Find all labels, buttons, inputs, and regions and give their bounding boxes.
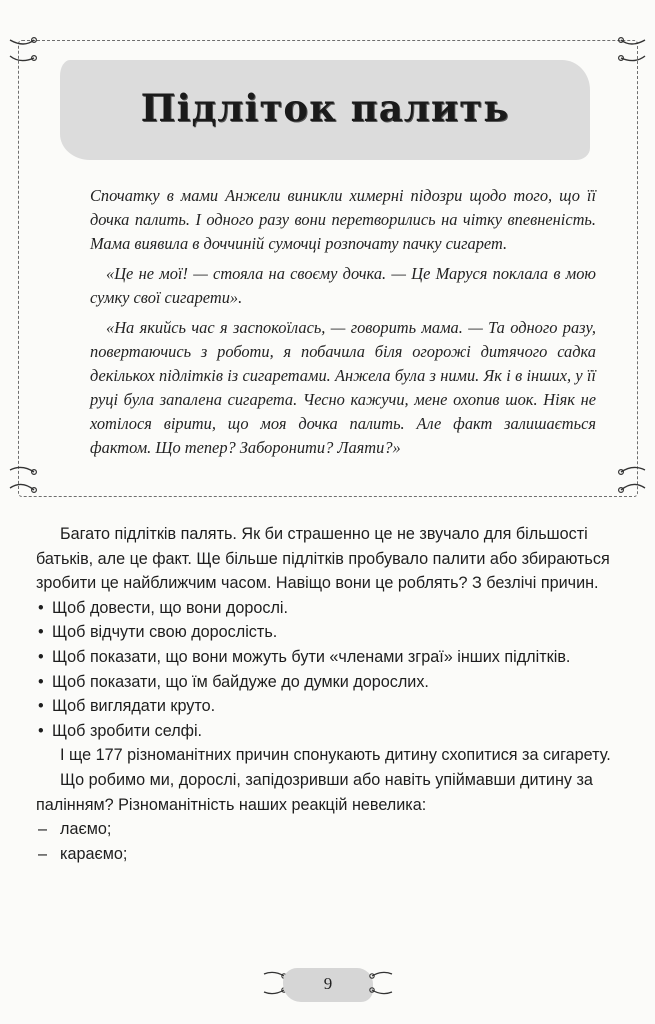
- list-item: • Щоб зробити селфі.: [36, 719, 632, 744]
- list-item: • Щоб показати, що їм байдуже до думки дорослих.: [36, 670, 632, 695]
- page-title: Підліток палить: [140, 86, 510, 130]
- story-paragraph: «Це не мої! — стояла на своєму дочка. — Це Маруся поклала в мою сумку свої сигарети».: [90, 264, 596, 307]
- list-item: – лаємо;: [36, 817, 632, 842]
- reasons-list: [36, 596, 632, 744]
- more-reasons-paragraph: І ще 177 різноманітних причин спонукають дитину схопитися за сигарету.: [60, 746, 611, 765]
- story-paragraph: «На якийсь час я заспокоїлась, — говорить мама. — Та одного разу, повертаючись з роботи, я побачила біля огорожі дитячого садка декількох підлітків із сигаретами. Анжела була з ними. Як і в інших, у її руці була запалена сигарета. Чесно кажучи, мене охопив шок. Ніяк не хотілося вірити, що моя дочка палить. Але факт залишається фактом. Що тепер? Заборонити? Лаяти?»: [90, 318, 596, 457]
- list-item: • Щоб показати, що вони можуть бути «членами зграї» інших підлітків.: [36, 645, 632, 670]
- stitch-ornament-icon: [611, 34, 651, 74]
- list-item: • Щоб відчути свою дорослість.: [36, 620, 632, 645]
- stitch-ornament-icon: [4, 34, 44, 74]
- intro-paragraph: Багато підлітків палять. Як би страшенно це не звучало для більшості батьків, але це факт. Ще більше підлітків пробувало палити або збираються зробити це найближчим часом. Навіщо вони це роблять? З безлічі причин.: [36, 525, 610, 593]
- reactions-list: [36, 817, 632, 866]
- list-item: – караємо;: [36, 842, 632, 867]
- stitch-ornament-icon: [4, 462, 44, 502]
- story-block: [90, 184, 596, 466]
- list-item: • Щоб довести, що вони дорослі.: [36, 596, 632, 621]
- page-number: 9: [323, 974, 333, 993]
- question-paragraph: Що робимо ми, дорослі, запідозривши або навіть упіймавши дитину за палінням? Різноманітність наших реакцій невелика:: [36, 770, 593, 814]
- list-item: • Щоб виглядати круто.: [36, 694, 632, 719]
- body-text: [36, 522, 632, 866]
- stitch-ornament-icon: [611, 462, 651, 502]
- story-paragraph: Спочатку в мами Анжели виникли химерні підозри щодо того, що її дочка палить. І одного разу вони перетворились на чітку впевненість. Мама виявила в доччиній сумочці розпочату пачку сигарет.: [90, 186, 596, 253]
